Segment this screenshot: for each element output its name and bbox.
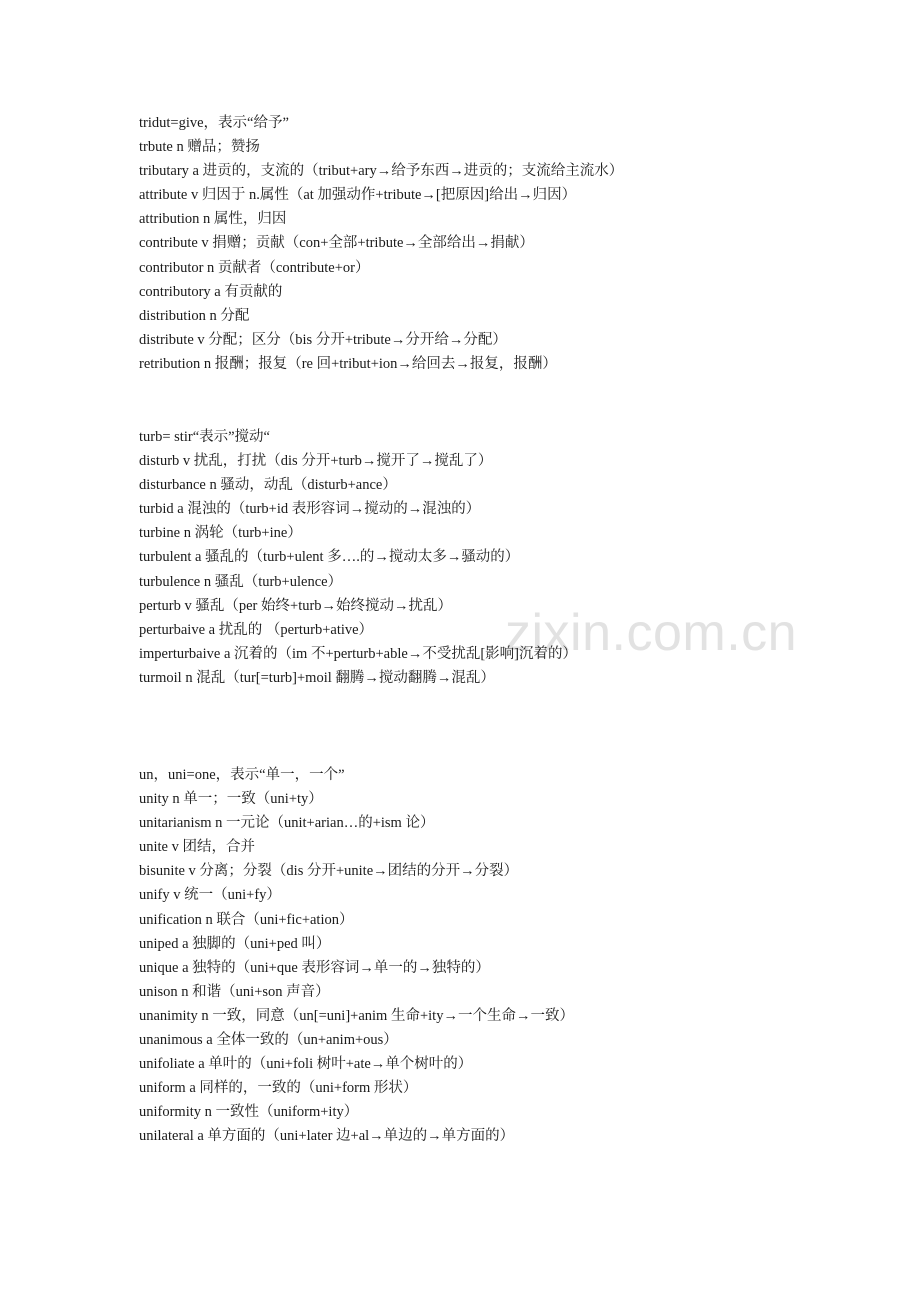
entry-line: distribution n 分配	[139, 307, 250, 324]
entry-line: unilateral a 单方面的（uni+later 边+al→单边的→单方面的）	[139, 1128, 515, 1145]
entry-line: turmoil n 混乱（tur[=turb]+moil 翻腾→搅动翻腾→混乱）	[139, 669, 495, 686]
entry-line: unanimity n 一致，同意（un[=uni]+anim 生命+ity→一个生命→一致）	[139, 1007, 574, 1024]
entry-line: contributor n 贡献者（contribute+or）	[139, 259, 370, 276]
entry-line: uniformity n 一致性（uniform+ity）	[139, 1104, 359, 1121]
entry-line: unite v 团结，合并	[139, 839, 255, 856]
entry-line: turbulent a 骚乱的（turb+ulent 多….的→搅动太多→骚动的）	[139, 549, 520, 566]
entry-line: trbute n 赠品；赞扬	[139, 139, 260, 156]
entry-line: disturb v 扰乱，打扰（dis 分开+turb→搅开了→搅乱了）	[139, 453, 493, 470]
entry-line: contributory a 有贡献的	[139, 283, 283, 300]
entry-line: unity n 单一；一致（uni+ty）	[139, 791, 323, 808]
entry-line: turbulence n 骚乱（turb+ulence）	[139, 573, 343, 590]
entry-line: distribute v 分配；区分（bis 分开+tribute→分开给→分配）	[139, 331, 507, 348]
section-heading: turb= stir“表示”搅动“	[139, 429, 270, 445]
section-heading: tridut=give，表示“给予”	[139, 115, 289, 131]
section-turb	[139, 425, 859, 690]
entry-line: unification n 联合（uni+fic+ation）	[139, 911, 354, 928]
entry-line: uniform a 同样的，一致的（uni+form 形状）	[139, 1080, 418, 1097]
section-tribute	[139, 111, 859, 376]
entry-line: tributary a 进贡的，支流的（tribut+ary→给予东西→进贡的；支流给主流水）	[139, 163, 624, 180]
entry-line: contribute v 捐赠；贡献（con+全部+tribute→全部给出→捐献）	[139, 235, 534, 252]
entry-line: imperturbaive a 沉着的（im 不+perturb+able→不受扰乱[影响]沉着的）	[139, 645, 577, 662]
entry-line: attribute v 归因于 n.属性（at 加强动作+tribute→[把原因]给出→归因）	[139, 187, 577, 204]
entry-line: unifoliate a 单叶的（uni+foli 树叶+ate→单个树叶的）	[139, 1056, 473, 1073]
entry-line: perturb v 骚乱（per 始终+turb→始终搅动→扰乱）	[139, 597, 453, 614]
entry-line: disturbance n 骚动，动乱（disturb+ance）	[139, 477, 397, 494]
entry-line: perturbaive a 扰乱的 （perturb+ative）	[139, 621, 374, 638]
entry-line: turbid a 混浊的（turb+id 表形容词→搅动的→混浊的）	[139, 501, 481, 518]
section-uni	[139, 763, 859, 1149]
entry-line: attribution n 属性，归因	[139, 211, 287, 228]
entry-line: unify v 统一（uni+fy）	[139, 887, 281, 904]
section-heading: un，uni=one，表示“单一，一个”	[139, 767, 345, 783]
entry-line: unitarianism n 一元论（unit+arian…的+ism 论）	[139, 815, 435, 832]
entry-line: unison n 和谐（uni+son 声音）	[139, 983, 330, 1000]
entry-line: retribution n 报酬；报复（re 回+tribut+ion→给回去→报复，报酬）	[139, 355, 557, 372]
entry-line: unanimous a 全体一致的（un+anim+ous）	[139, 1032, 398, 1049]
watermark: zixin.com.cn	[505, 604, 798, 662]
entry-line: uniped a 独脚的（uni+ped 叫）	[139, 935, 331, 952]
entry-line: turbine n 涡轮（turb+ine）	[139, 525, 302, 542]
entry-line: bisunite v 分离；分裂（dis 分开+unite→团结的分开→分裂）	[139, 863, 519, 880]
entry-line: unique a 独特的（uni+que 表形容词→单一的→独特的）	[139, 959, 490, 976]
